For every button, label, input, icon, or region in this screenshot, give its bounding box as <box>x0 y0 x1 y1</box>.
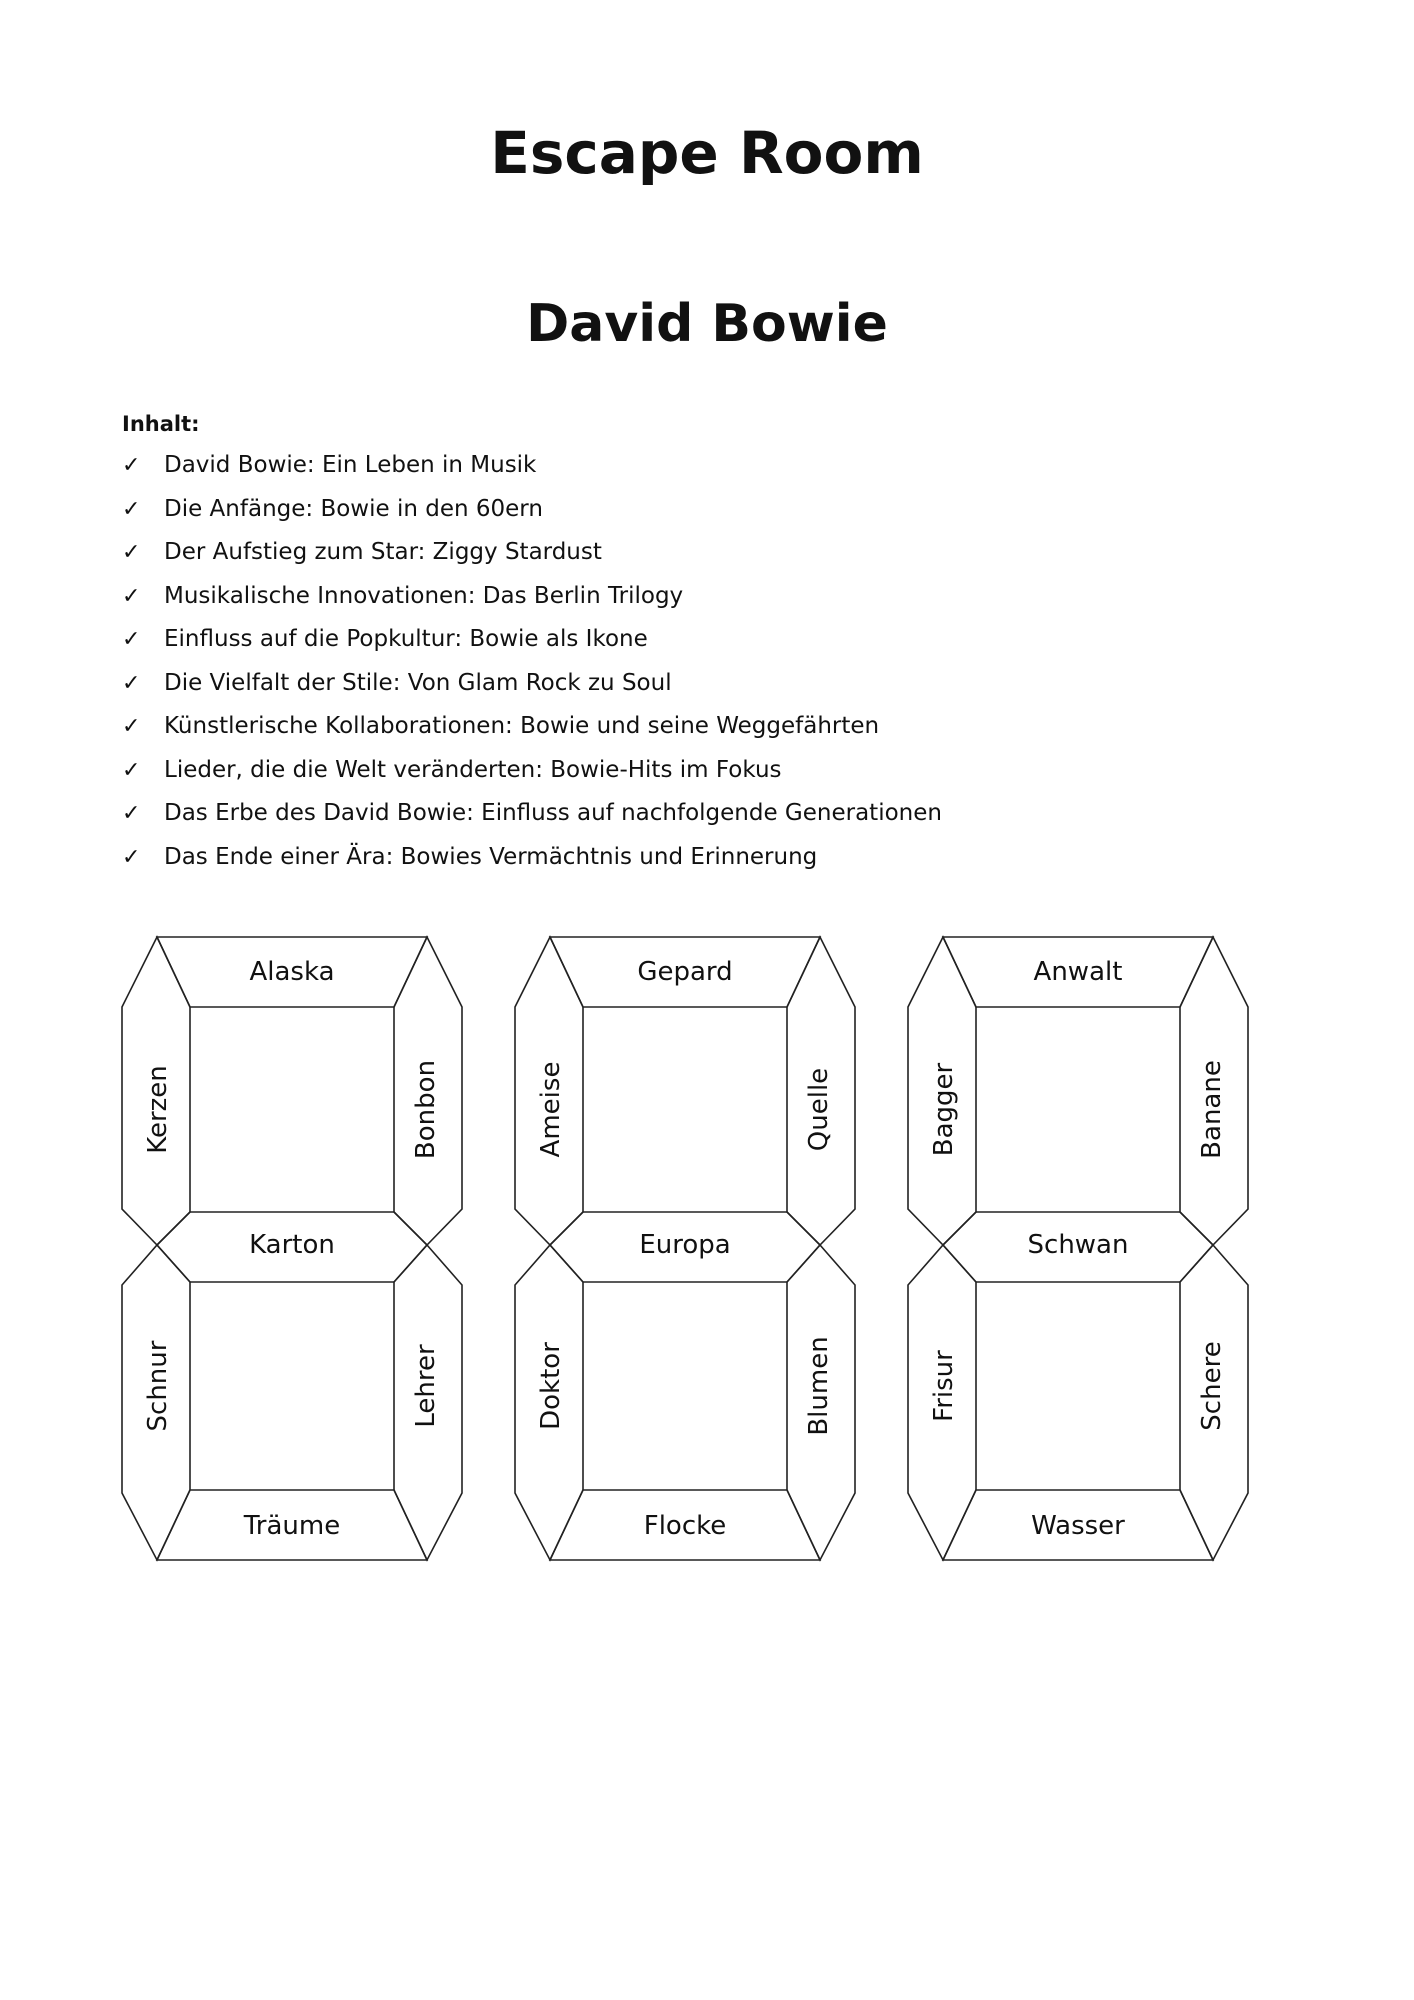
segment-label-bottom: Träume <box>243 1511 341 1541</box>
checkmark-icon: ✓ <box>122 801 141 826</box>
segment-label-lower-left: Schnur <box>143 1340 173 1432</box>
segment-label-lower-left: Frisur <box>929 1350 959 1422</box>
digit-puzzle <box>908 937 1248 1560</box>
checkmark-icon: ✓ <box>122 496 141 522</box>
checkmark-icon: ✓ <box>122 627 141 652</box>
segment-label-bottom: Flocke <box>643 1511 727 1541</box>
checkmark-icon: ✓ <box>122 540 141 565</box>
segment-label-middle: Schwan <box>1027 1230 1129 1260</box>
segment-label-upper-right: Bonbon <box>411 1059 441 1160</box>
page-title: Escape Room <box>490 119 924 187</box>
checkmark-icon: ✓ <box>122 670 141 696</box>
toc-item-text: Einfluss auf die Popkultur: Bowie als Ikone <box>164 626 648 652</box>
toc-item-text: Musikalische Innovationen: Das Berlin Trilogy <box>164 582 684 609</box>
segment-label-lower-left: Doktor <box>536 1342 566 1430</box>
segment-label-top: Anwalt <box>1033 957 1123 987</box>
segment-label-lower-right: Blumen <box>804 1336 834 1436</box>
toc-item-text: Die Anfänge: Bowie in den 60ern <box>164 495 543 522</box>
segment-label-upper-left: Kerzen <box>143 1065 173 1154</box>
segment-label-lower-right: Lehrer <box>411 1344 441 1428</box>
checkmark-icon: ✓ <box>122 453 141 478</box>
segment-label-upper-right: Quelle <box>804 1067 834 1152</box>
digit-puzzle <box>515 937 855 1560</box>
digit-puzzle <box>122 937 462 1560</box>
toc-item-text: Das Erbe des David Bowie: Einfluss auf nachfolgende Generationen <box>164 800 942 826</box>
segment-label-bottom: Wasser <box>1031 1511 1125 1541</box>
segment-label-upper-left: Bagger <box>929 1062 959 1157</box>
toc-item-text: David Bowie: Ein Leben in Musik <box>164 452 537 478</box>
toc-item-text: Der Aufstieg zum Star: Ziggy Stardust <box>164 539 602 565</box>
toc-heading: Inhalt: <box>122 412 200 436</box>
segment-label-upper-right: Banane <box>1197 1060 1227 1159</box>
segment-label-lower-right: Schere <box>1197 1341 1227 1431</box>
segment-label-top: Alaska <box>249 957 335 987</box>
segment-label-top: Gepard <box>637 957 733 987</box>
toc-item-text: Die Vielfalt der Stile: Von Glam Rock zu Soul <box>164 669 672 696</box>
segment-label-middle: Karton <box>249 1230 335 1260</box>
page-subtitle: David Bowie <box>526 294 888 354</box>
toc-item-text: Das Ende einer Ära: Bowies Vermächtnis und Erinnerung <box>164 843 818 870</box>
checkmark-icon: ✓ <box>122 757 141 783</box>
checkmark-icon: ✓ <box>122 583 141 609</box>
checkmark-icon: ✓ <box>122 714 141 739</box>
toc-item-text: Künstlerische Kollaborationen: Bowie und seine Weggefährten <box>164 713 880 739</box>
checkmark-icon: ✓ <box>122 844 141 870</box>
toc-item-text: Lieder, die die Welt veränderten: Bowie-Hits im Fokus <box>164 756 782 783</box>
segment-label-upper-left: Ameise <box>536 1061 566 1158</box>
segment-label-middle: Europa <box>639 1230 731 1260</box>
